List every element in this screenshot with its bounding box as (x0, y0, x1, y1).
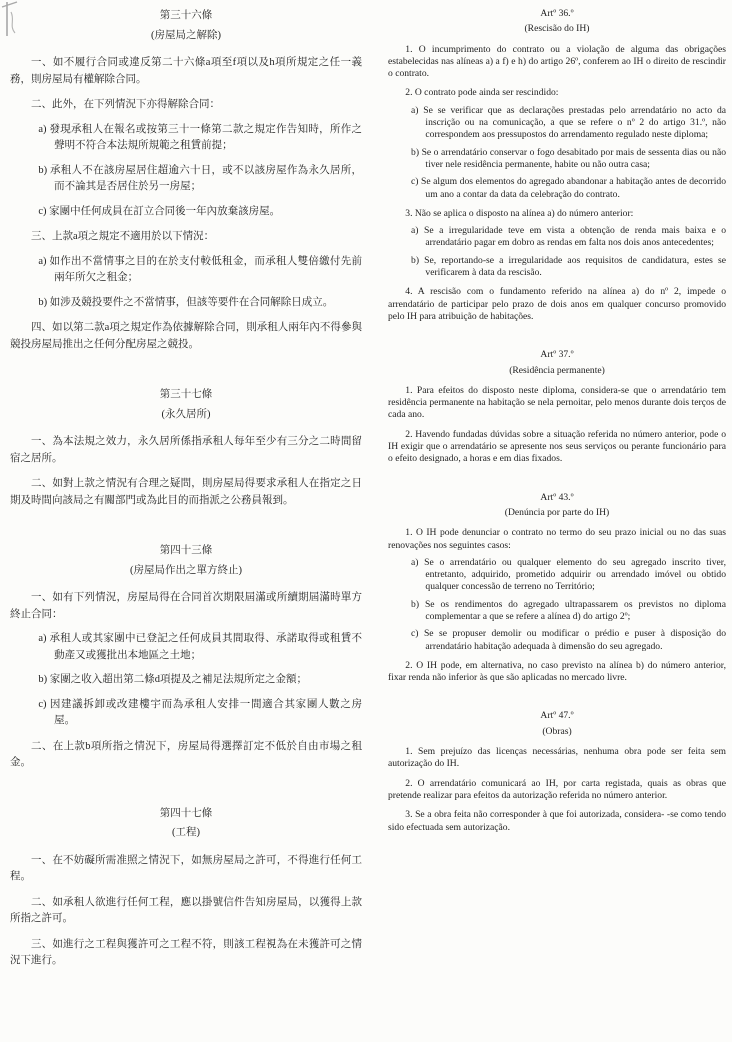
article-title: 第四十七條 (159, 807, 213, 819)
paragraph: 三、如進行之工程與獲許可之工程不符，則該工程視為在未獲許可之情況下進行。 (10, 938, 362, 966)
item-text: 承租人不在該房屋居住超逾六十日，或不以該房屋作為永久居所，而不論其是否居住於另一房屋； (50, 164, 363, 192)
article-title: Artº 36.º (540, 8, 574, 19)
list-item (38, 697, 362, 730)
list-item (38, 631, 362, 664)
list-item (411, 105, 726, 142)
item-label: b) (411, 598, 420, 610)
list-item (38, 204, 362, 221)
paragraph: 2. O contrato pode ainda ser rescindido: (405, 87, 559, 99)
paragraph: 一、為本法規之效力，永久居所係指承租人每年至少有三分之二時間留宿之居所。 (10, 436, 362, 464)
item-text: Se algum dos elementos do agregado abandonar a habitação antes de decorrido um ano a contar da data da celebração do contrato. (421, 176, 726, 200)
paragraph: 2. O IH pode, em alternativa, no caso previsto na alínea b) do número anterior, fixar renda não inferior às que são aplicadas no mercado livre. (388, 659, 726, 684)
item-label: b) (38, 674, 48, 685)
article-title: 第四十三條 (159, 545, 213, 556)
article (388, 492, 726, 685)
article (10, 806, 362, 970)
paragraph: 1. Para efeitos do disposto neste diploma, considera-se que o arrendatário tem residência permanente na habitação se nela pernoitar, pelo menos durante dois terços de cada ano. (388, 384, 726, 421)
item-text: Se, reportando-se a irregularidade aos requisitos de candidatura, estes se verificarem à data da rescisão. (424, 254, 726, 279)
paragraph: 一、如不履行合同或違反第二十六條a項至f項以及h項所規定之任一義務，則房屋局有權解除合同。 (10, 57, 362, 85)
list-item (411, 255, 726, 280)
article (10, 543, 362, 772)
article-subtitle: (永久居所) (161, 408, 211, 420)
article-subtitle: (工程) (172, 827, 200, 838)
list-item (411, 599, 726, 624)
item-text: Se os rendimentos do agregado ultrapassarem os previstos no diploma complementar a que se refere a alínea d) do artigo 2º; (424, 598, 726, 622)
list-item (411, 147, 726, 172)
article-title: Artº 43.º (540, 491, 574, 503)
left-column (10, 8, 362, 1004)
item-label: a) (38, 255, 47, 267)
article-subtitle: (房屋局作出之單方終止) (130, 564, 242, 576)
paragraph: 1. O IH pode denunciar o contrato no termo do seu prazo inicial ou no das suas renovações nos seguintes casos: (388, 527, 726, 551)
list-item (38, 163, 362, 196)
item-text: 如作出不當情事之目的在於支付較低租金，而承租人雙倍繳付先前兩年所欠之租金； (49, 255, 363, 283)
list-item (411, 176, 726, 201)
item-label: a) (411, 104, 419, 116)
right-column (388, 8, 726, 1004)
item-text: Se se verificar que as declarações prestadas pelo arrendatário no acto da inscrição ou na comunicação, a que se refere o nº 2 do artigo 31.º, não correspondem aos pressupostos do arrendamento regulado neste diploma; (423, 104, 726, 141)
article (10, 8, 362, 353)
article (388, 8, 726, 323)
item-label: c) (411, 628, 419, 640)
item-text: 發現承租人在報名或按第三十一條第二款之規定作告知時，所作之聲明不符合本法規所規範之租賃前提； (49, 123, 363, 151)
item-label: a) (411, 556, 419, 568)
item-label: b) (38, 296, 48, 308)
item-label: a) (38, 633, 47, 644)
article-title: 第三十七條 (159, 389, 213, 400)
article-subtitle: (房屋局之解除) (151, 29, 221, 41)
article (388, 349, 726, 465)
list-item (411, 557, 726, 594)
paragraph: 四、如以第二款a項之規定作為依據解除合同，則承租人兩年內不得參與競投房屋局推出之任何分配房屋之競投。 (10, 322, 362, 350)
list-item (38, 295, 362, 312)
paragraph: 3. Se a obra feita não corresponder à que foi autorizada, considera- -se como tendo sido efectuada sem autorização. (388, 809, 726, 833)
item-text: Se o arrendatário ou qualquer elemento do seu agregado inscrito tiver, entretanto, adquirido, prometido adquirir ou arrendado imóvel ou obtido qualquer concessão de terreno no Território; (424, 556, 726, 593)
item-text: Se a irregularidade teve em vista a obtenção de renda mais baixa e o arrendatário pagar em dobro as rendas em falta nos dois anos antecedentes; (423, 225, 726, 249)
paragraph: 一、如有下列情況，房屋局得在合同首次期限屆滿或所續期屆滿時單方終止合同： (10, 592, 362, 620)
paragraph: 二、此外，在下列情況下亦得解除合同： (31, 99, 220, 110)
article-subtitle: (Denúncia por parte do IH) (504, 506, 610, 518)
item-text: 因建議拆卸或改建樓宇而為承租人安排一間適合其家團人數之房屋。 (49, 698, 363, 726)
paragraph: 二、如承租人欲進行任何工程，應以掛號信件告知房屋局，以獲得上款所指之許可。 (10, 896, 362, 924)
article-subtitle: (Residência permanente) (509, 364, 605, 376)
list-item (38, 122, 362, 155)
item-text: Se o arrendatário conservar o fogo desabitado por mais de sessenta dias ou não tiver nele residência permanente, habite ou não outra casa; (421, 146, 727, 170)
paragraph: 1. Sem prejuízo das licenças necessárias, nenhuma obra pode ser feita sem autorização do IH. (388, 746, 726, 770)
paragraph: 3. Não se aplica o disposto na alínea a) do número anterior: (405, 207, 634, 219)
article-subtitle: (Rescisão do IH) (524, 23, 590, 35)
item-text: 如涉及競投要件之不當情事，但該等要件在合同解除日成立。 (49, 296, 334, 308)
article (10, 387, 362, 509)
item-text: 家團之收入超出第二條d項提及之補足法規所定之金額； (49, 674, 307, 685)
item-label: c) (38, 698, 47, 710)
list-item (38, 254, 362, 287)
item-text: 家團中任何成員在訂立合同後一年內放棄該房屋。 (49, 205, 281, 217)
article-subtitle: (Obras) (542, 725, 572, 737)
list-item (38, 672, 362, 689)
paragraph: 三、上款a項之規定不適用於以下情況： (31, 231, 215, 242)
paragraph: 4. A rescisão com o fundamento referido na alínea a) do nº 2, impede o arrendatário de participar pelo prazo de dois anos em qualquer concurso promovido pelo IH para atribuição de habitações. (388, 286, 726, 322)
paragraph: 一、在不妨礙所需准照之情況下，如無房屋局之許可，不得進行任何工程。 (10, 854, 362, 882)
paragraph: 1. O incumprimento do contrato ou a violação de alguma das obrigações estabelecidas nas alíneas a) a f) e h) do artigo 26º, conferem ao IH o direito de rescindir o contrato. (388, 43, 726, 80)
paragraph: 二、在上款b項所指之情況下，房屋局得選擇訂定不低於自由市場之租金。 (10, 740, 362, 768)
article-title: 第三十六條 (159, 10, 213, 21)
item-label: b) (411, 146, 420, 158)
item-label: a) (411, 225, 419, 237)
item-label: c) (411, 176, 419, 188)
paragraph: 2. Havendo fundadas dúvidas sobre a situação referida no número anterior, pode o IH exigir que o arrendatário se apresente nos seus serviços ou perante funcionário para o efeito designado, a horas e em dias fixados. (388, 428, 726, 465)
item-text: Se se propuser demolir ou modificar o prédio e puser à disposição do arrendatário habitação adequada à dimensão do seu agregado. (423, 628, 726, 652)
list-item (411, 225, 726, 250)
item-label: a) (38, 123, 47, 135)
article-title: Artº 37.º (540, 349, 574, 361)
item-label: b) (411, 254, 420, 266)
item-text: 承租人或其家團中已登記之任何成員其間取得、承諾取得或租賃不動產又或獲批出本地區之土地； (49, 633, 363, 661)
article-title: Artº 47.º (540, 710, 574, 722)
paragraph: 二、如對上款之情況有合理之疑問，則房屋局得要求承租人在指定之日期及時間向該局之有關部門或為此目的而指派之公務員報到。 (10, 478, 362, 506)
paragraph: 2. O arrendatário comunicará ao IH, por carta registada, quais as obras que pretende realizar para efeitos da autorização referida no número anterior. (388, 777, 726, 801)
item-label: b) (38, 164, 48, 176)
article (388, 710, 726, 833)
list-item (411, 628, 726, 653)
item-label: c) (38, 205, 47, 217)
